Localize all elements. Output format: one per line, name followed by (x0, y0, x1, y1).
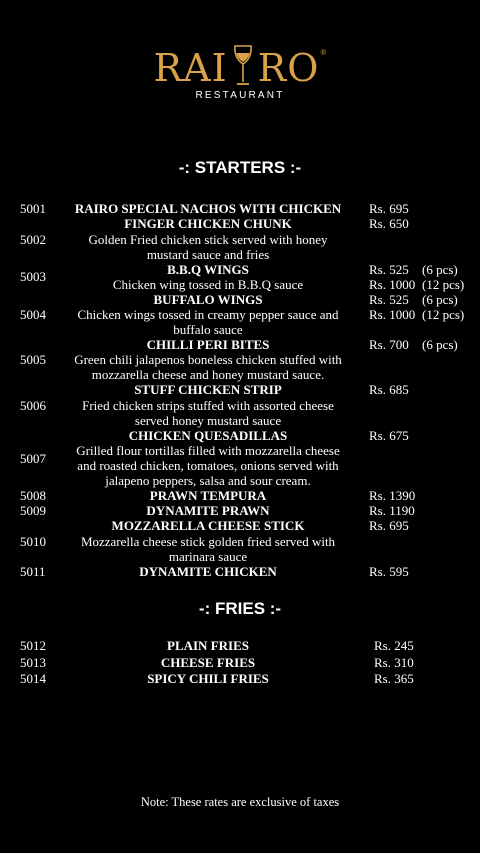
item-code: 5011 (20, 564, 46, 579)
logo-wordmark (154, 44, 327, 88)
item-code: 5001 (20, 201, 46, 216)
menu-row (0, 518, 480, 534)
item-name: CHICKEN QUESADILLAS (128, 428, 288, 443)
item-name: CHEESE FRIES (160, 655, 256, 670)
item-quantity: (6 pcs) (422, 262, 458, 277)
menu-row (0, 564, 480, 580)
item-code: 5007 (20, 451, 46, 466)
item-name: B.B.Q WINGS (167, 262, 249, 277)
item-name: DYNAMITE PRAWN (146, 503, 270, 518)
menu-row (0, 382, 480, 398)
menu-row (0, 398, 480, 414)
menu-row (0, 277, 480, 293)
item-name: RAIRO SPECIAL NACHOS WITH CHICKEN (74, 201, 342, 216)
menu-row (0, 337, 480, 353)
menu-row (0, 473, 480, 489)
menu-row (0, 549, 480, 565)
starters-heading: -: STARTERS :- (178, 158, 302, 177)
menu-row (0, 413, 480, 429)
item-price: Rs. 700 (369, 337, 409, 352)
menu-row (0, 367, 480, 383)
item-price: Rs. 650 (369, 216, 409, 231)
logo-subtitle: RESTAURANT (195, 90, 285, 101)
item-name: PRAWN TEMPURA (149, 488, 267, 503)
menu-row (0, 671, 480, 687)
item-description: Mozzarella cheese stick golden fried served with (80, 534, 336, 549)
item-price: Rs. 1000 (369, 277, 416, 292)
item-price: Rs. 525 (369, 262, 409, 277)
item-name: CHILLI PERI BITES (146, 337, 270, 352)
logo-text-left: RAI (153, 46, 228, 90)
item-quantity: (6 pcs) (422, 337, 458, 352)
item-quantity: (6 pcs) (422, 292, 458, 307)
menu-row (0, 201, 480, 217)
tax-note: Note: These rates are exclusive of taxes (140, 795, 340, 809)
item-price: Rs. 310 (374, 655, 414, 670)
menu-row (0, 247, 480, 263)
item-code: 5008 (20, 488, 46, 503)
menu-row (0, 655, 480, 671)
menu-row (0, 352, 480, 368)
item-code: 5010 (20, 534, 46, 549)
registered-mark: ® (320, 48, 327, 57)
restaurant-logo (0, 44, 480, 101)
logo-text-right: RO (257, 46, 320, 90)
item-description: Green chili jalapenos boneless chicken stuffed with (74, 352, 342, 367)
item-price: Rs. 365 (374, 671, 414, 686)
item-code: 5013 (20, 655, 46, 670)
item-description: buffalo sauce (173, 322, 243, 337)
item-code: 5006 (20, 398, 46, 413)
item-name: BUFFALO WINGS (153, 292, 263, 307)
item-description: jalapeno peppers, salsa and sour cream. (105, 473, 311, 488)
item-code: 5009 (20, 503, 46, 518)
item-price: Rs. 1000 (369, 307, 416, 322)
item-code: 5004 (20, 307, 46, 322)
item-name: FINGER CHICKEN CHUNK (124, 216, 292, 231)
item-quantity: (12 pcs) (422, 307, 465, 322)
item-description: marinara sauce (168, 549, 248, 564)
menu-row (0, 216, 480, 232)
item-description: Chicken wings tossed in creamy pepper sauce and (77, 307, 339, 322)
fries-heading: -: FRIES :- (198, 599, 282, 618)
item-description: mozzarella cheese and honey mustard sauce. (91, 367, 325, 382)
item-price: Rs. 595 (369, 564, 409, 579)
item-name: SPICY CHILI FRIES (147, 671, 269, 686)
item-code: 5012 (20, 638, 46, 653)
item-description: Chicken wing tossed in B.B.Q sauce (112, 277, 304, 292)
menu-row (0, 428, 480, 444)
item-price: Rs. 1190 (369, 503, 415, 518)
menu-row (0, 292, 480, 308)
menu-row (0, 458, 480, 474)
item-price: Rs. 695 (369, 201, 409, 216)
item-code: 5014 (20, 671, 46, 686)
item-description: served honey mustard sauce (134, 413, 282, 428)
menu-row (0, 534, 480, 550)
item-code: 5002 (20, 232, 46, 247)
item-description: Grilled flour tortillas filled with mozzarella cheese (76, 443, 340, 458)
item-price: Rs. 245 (374, 638, 414, 653)
menu-row (0, 232, 480, 248)
item-name: MOZZARELLA CHEESE STICK (111, 518, 305, 533)
item-price: Rs. 525 (369, 292, 409, 307)
item-description: and roasted chicken, tomatoes, onions served with (77, 458, 339, 473)
item-description: Golden Fried chicken stick served with honey (88, 232, 328, 247)
item-price: Rs. 695 (369, 518, 409, 533)
item-name: DYNAMITE CHICKEN (139, 564, 277, 579)
item-description: mustard sauce and fries (146, 247, 270, 262)
menu-row (0, 322, 480, 338)
item-description: Fried chicken strips stuffed with assorted cheese (82, 398, 334, 413)
item-name: STUFF CHICKEN STRIP (134, 382, 282, 397)
item-price: Rs. 1390 (369, 488, 416, 503)
item-name: PLAIN FRIES (167, 638, 249, 653)
item-price: Rs. 685 (369, 382, 409, 397)
menu-row (0, 503, 480, 519)
wine-glass-icon (230, 44, 256, 88)
item-price: Rs. 675 (369, 428, 409, 443)
menu-row (0, 307, 480, 323)
menu-row (0, 488, 480, 504)
menu-row (0, 638, 480, 654)
item-code: 5003 (20, 269, 46, 284)
item-code: 5005 (20, 352, 46, 367)
item-quantity: (12 pcs) (422, 277, 465, 292)
